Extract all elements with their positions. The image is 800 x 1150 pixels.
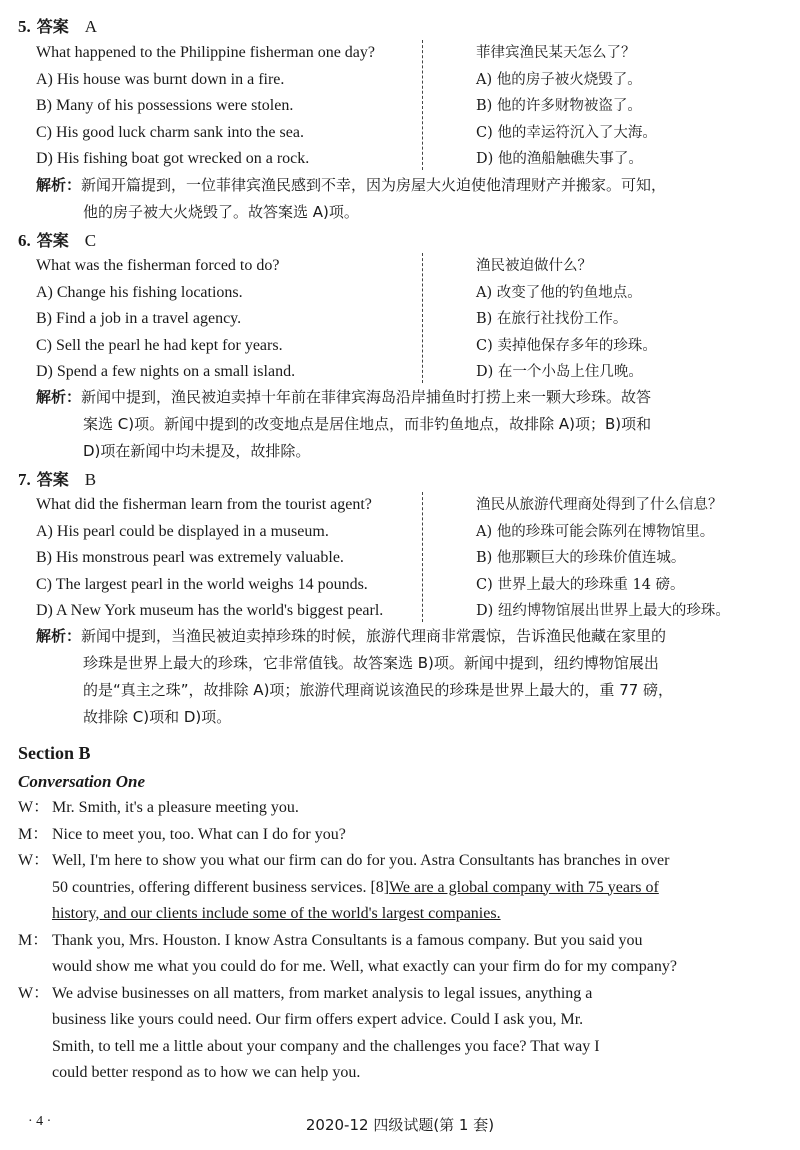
q6-option-zh: B) 在旅行社找份工作。 <box>476 311 628 327</box>
q5-question-zh: 菲律宾渔民某天怎么了？ <box>476 45 636 61</box>
q6-option-en: A) Change his fishing locations. <box>36 283 243 301</box>
dialogue-turn <box>18 822 784 849</box>
q6-option-en: B) Find a job in a travel agency. <box>36 310 242 327</box>
q5-option-zh: B) 他的许多财物被盗了。 <box>476 98 642 114</box>
dialogue-line: Well, I'm here to show you what our firm can do for you. Astra Consultants has branches in over <box>52 852 670 869</box>
underlined-answer-text: We are a global company with 75 years of <box>389 878 659 896</box>
q7-option-zh: B) 他那颗巨大的珍珠价值连城。 <box>476 550 686 566</box>
q5-answer: A <box>84 17 98 36</box>
q5-option-en: D) His fishing boat got wrecked on a rock. <box>36 150 310 167</box>
dialogue <box>18 795 784 1087</box>
conversation-title: Conversation One <box>18 772 146 791</box>
q5-grid <box>36 40 784 173</box>
q7-option-en: B) His monstrous pearl was extremely valuable. <box>36 549 344 566</box>
q5-explanation-line: 他的房子被大火烧毁了。故答案选 A)项。 <box>83 203 359 221</box>
q7-option-zh: C) 世界上最大的珍珠重 14 磅。 <box>476 576 685 593</box>
q5-option-row <box>36 120 784 147</box>
speaker-label: M： <box>18 931 49 949</box>
q6-option-zh: C) 卖掉他保存多年的珍珠。 <box>476 337 657 354</box>
speaker-label: M： <box>18 825 49 843</box>
q6-answer: C <box>84 231 97 250</box>
q7-option-zh: A) 他的珍珠可能会陈列在博物馆里。 <box>476 523 715 540</box>
q6-option-en: C) Sell the pearl he had kept for years. <box>36 336 283 354</box>
q5-number: 5. <box>18 17 31 36</box>
q6-option-row <box>36 306 784 333</box>
section-title: Section B <box>18 743 91 763</box>
q7-explanation-label: 解析： <box>36 627 82 645</box>
q7-question-en: What did the fisherman learn from the tourist agent? <box>36 496 372 513</box>
q7-option-row <box>36 572 784 599</box>
dialogue-line: could better respond as to how we can help you. <box>52 1064 361 1081</box>
q5-option-row <box>36 93 784 120</box>
q5-option-zh: D) 他的渔船触礁失事了。 <box>476 151 643 167</box>
q7-question-row <box>36 492 784 519</box>
q6-option-row <box>36 359 784 386</box>
q5-option-en: C) His good luck charm sank into the sea. <box>36 123 304 141</box>
speaker-label: W： <box>18 852 50 869</box>
q7-number: 7. <box>18 470 31 489</box>
q6-question-row <box>36 253 784 280</box>
q5-option-zh: C) 他的幸运符沉入了大海。 <box>476 124 657 141</box>
q7-option-row <box>36 598 784 625</box>
speaker-label: W： <box>18 799 50 816</box>
q7-header <box>18 467 96 490</box>
q6-option-zh: D) 在一个小岛上住几晚。 <box>476 364 643 380</box>
q7-explanation-line: 故排除 C)项和 D)项。 <box>83 708 232 726</box>
q5-explanation <box>36 172 786 226</box>
q6-question-zh: 渔民被迫做什么？ <box>476 258 592 274</box>
q7-explanation-line: 珍珠是世界上最大的珍珠，它非常值钱。故答案选 B)项。新闻中提到，纽约博物馆展出 <box>83 654 659 672</box>
q5-option-en: B) Many of his possessions were stolen. <box>36 97 294 114</box>
q6-explanation-line: 案选 C)项。新闻中提到的改变地点是居住地点，而非钓鱼地点，故排除 A)项；B)项和 <box>83 415 652 433</box>
dialogue-line: Mr. Smith, it's a pleasure meeting you. <box>52 799 299 816</box>
dialogue-turn <box>18 981 784 1087</box>
q7-grid <box>36 492 784 625</box>
q6-answer-label: 答案 <box>36 231 69 250</box>
q6-grid <box>36 253 784 386</box>
q6-explanation-line: D)项在新闻中均未提及，故排除。 <box>83 442 311 460</box>
q7-option-row <box>36 545 784 572</box>
q7-answer: B <box>84 470 97 489</box>
q6-explanation <box>36 384 786 465</box>
q7-option-row <box>36 519 784 546</box>
q5-option-row <box>36 67 784 94</box>
q6-question-en: What was the fisherman forced to do? <box>36 257 280 274</box>
q5-header <box>18 14 97 37</box>
q7-explanation <box>36 623 786 731</box>
q5-option-row <box>36 146 784 173</box>
q6-explanation-label: 解析： <box>36 388 82 406</box>
q5-explanation-label: 解析： <box>36 176 82 194</box>
q5-option-en: A) His house was burnt down in a fire. <box>36 70 285 88</box>
q5-answer-label: 答案 <box>36 17 69 36</box>
q5-explanation-line: 新闻开篇提到，一位菲律宾渔民感到不幸，因为房屋大火迫使他清理财产并搬家。可知， <box>81 176 667 194</box>
q6-explanation-line: 新闻中提到，渔民被迫卖掉十年前在菲律宾海岛沿岸捕鱼时打捞上来一颗大珍珠。故答 <box>81 388 652 406</box>
q7-option-zh: D) 纽约博物馆展出世界上最大的珍珠。 <box>476 603 730 619</box>
q6-option-row <box>36 333 784 360</box>
dialogue-turn <box>18 795 784 822</box>
dialogue-line: Thank you, Mrs. Houston. I know Astra Consultants is a famous company. But you said you <box>52 931 643 949</box>
underlined-answer-text: history, and our clients include some of the world's largest companies. <box>52 905 501 922</box>
q7-explanation-line: 的是“真主之珠”，故排除 A)项；旅游代理商说该渔民的珍珠是世界上最大的，重 77 磅， <box>83 681 674 699</box>
dialogue-turn <box>18 848 784 928</box>
dialogue-line: Smith, to tell me a little about your company and the challenges you face? That way I <box>52 1037 600 1055</box>
dialogue-line: would show me what you could do for me. Well, what exactly can your firm do for my company? <box>52 958 677 975</box>
footer-title: 2020-12 四级试题(第 1 套) <box>305 1116 495 1134</box>
dialogue-line: business like yours could need. Our firm offers expert advice. Could I ask you, Mr. <box>52 1011 584 1028</box>
q6-option-zh: A) 改变了他的钓鱼地点。 <box>476 284 642 301</box>
dialogue-line-part: 50 countries, offering different business services. [8] <box>52 878 390 896</box>
q7-option-en: D) A New York museum has the world's biggest pearl. <box>36 602 384 619</box>
dialogue-line: Nice to meet you, too. What can I do for you? <box>52 825 346 843</box>
page-number: · 4 · <box>28 1114 52 1129</box>
dialogue-line: We advise businesses on all matters, from market analysis to legal issues, anything a <box>52 984 593 1002</box>
q5-option-zh: A) 他的房子被火烧毁了。 <box>476 71 642 88</box>
q7-explanation-line: 新闻中提到，当渔民被迫卖掉珍珠的时候，旅游代理商非常震惊，告诉渔民他藏在家里的 <box>81 627 667 645</box>
q7-answer-label: 答案 <box>36 470 69 489</box>
q6-option-en: D) Spend a few nights on a small island. <box>36 363 296 380</box>
q5-question-en: What happened to the Philippine fisherman one day? <box>36 44 376 61</box>
q7-option-en: A) His pearl could be displayed in a museum. <box>36 522 329 540</box>
q6-header <box>18 228 96 251</box>
dialogue-line <box>18 875 784 902</box>
q7-option-en: C) The largest pearl in the world weighs 14 pounds. <box>36 575 368 593</box>
q6-option-row <box>36 280 784 307</box>
q5-question-row <box>36 40 784 67</box>
q6-number: 6. <box>18 231 31 250</box>
speaker-label: W： <box>18 984 50 1002</box>
q7-question-zh: 渔民从旅游代理商处得到了什么信息？ <box>476 497 723 513</box>
dialogue-turn <box>18 928 784 981</box>
